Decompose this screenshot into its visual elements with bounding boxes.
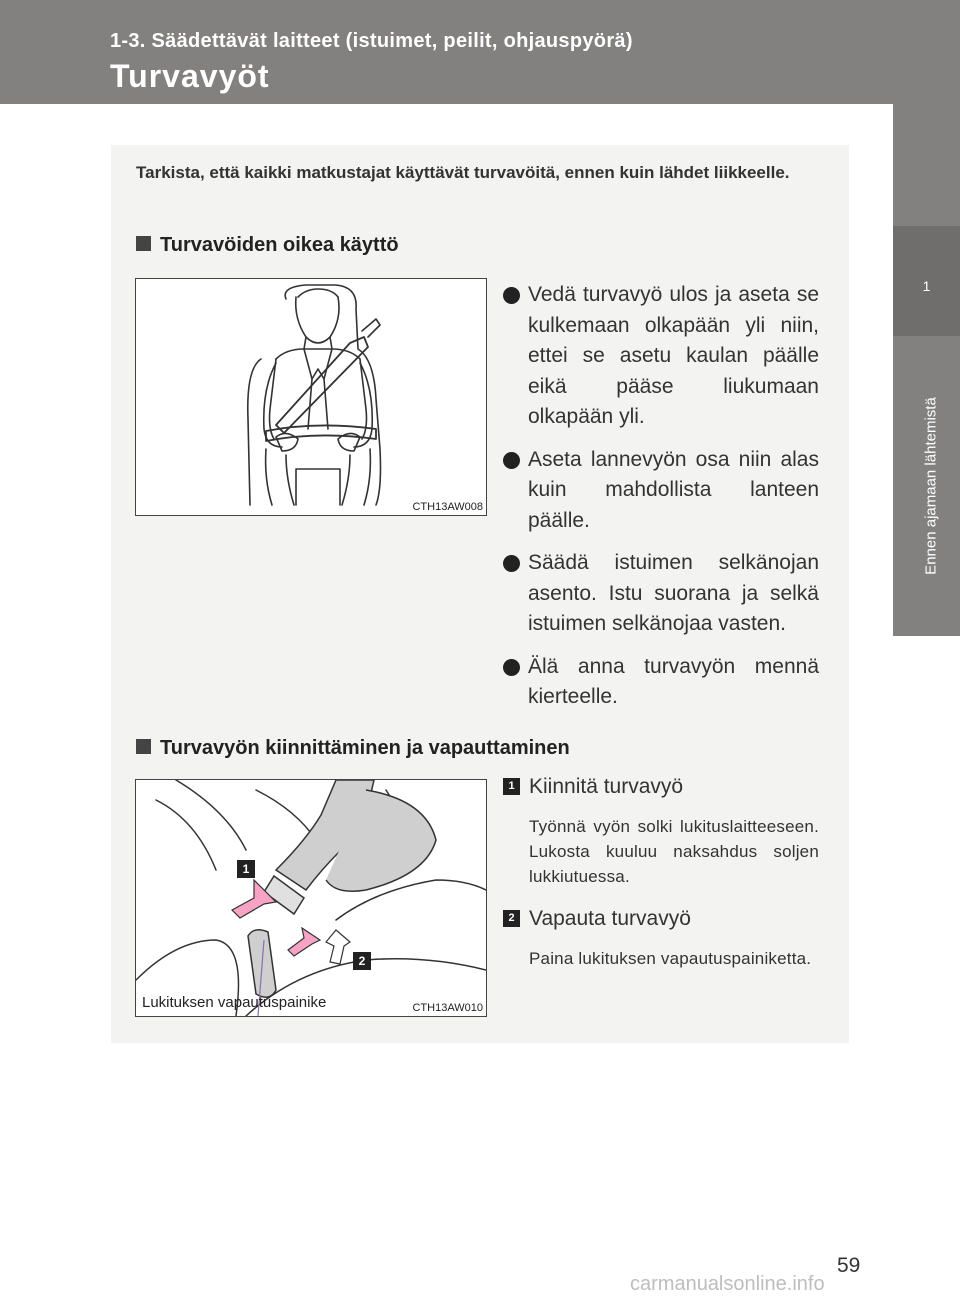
bullet-icon	[503, 555, 520, 572]
page-number: 59	[837, 1254, 861, 1277]
buckle-figure	[135, 779, 487, 1017]
buckle-illustration	[136, 780, 486, 1016]
section-heading-fastening	[136, 737, 570, 760]
side-tab-top	[893, 0, 960, 226]
figure-caption: Lukituksen vapautuspainike	[142, 994, 327, 1011]
list-item	[503, 280, 819, 433]
bullet-text: Aseta lannevyön osa niin alas kuin mahdollista lanteen päälle.	[528, 447, 819, 532]
section-label: 1-3. Säädettävät laitteet (istuimet, peilit, ohjauspyörä)	[110, 30, 633, 52]
bullet-icon	[503, 287, 520, 304]
step-description: Paina lukituksen vapautuspainiketta.	[529, 949, 812, 968]
seated-person-illustration	[136, 279, 486, 515]
callout-2: 2	[353, 952, 371, 970]
list-item	[503, 652, 819, 713]
list-item	[503, 548, 819, 640]
bullet-icon	[503, 659, 520, 676]
step-release	[503, 904, 819, 971]
seatbelt-posture-figure	[135, 278, 487, 516]
correct-use-list	[503, 280, 819, 725]
bullet-text: Vedä turvavyö ulos ja aseta se kulkemaan olkapään yli niin, ettei se asetu kaulan päälle eikä pääse liukumaan olkapään yli.	[528, 283, 819, 428]
heading-text: Turvavyön kiinnittäminen ja vapauttaminen	[160, 737, 570, 759]
watermark: carmanualsonline.info	[630, 1273, 825, 1295]
step-badge: 1	[503, 778, 520, 795]
square-bullet-icon	[136, 739, 151, 754]
step-badge: 2	[503, 910, 520, 927]
heading-text: Turvavöiden oikea käyttö	[160, 234, 399, 256]
list-item	[503, 445, 819, 537]
step-title: Kiinnitä turvavyö	[529, 775, 684, 798]
section-heading-correct-use	[136, 234, 399, 257]
intro-text: Tarkista, että kaikki matkustajat käyttävät turvavöitä, ennen kuin lähdet liikkeelle.	[136, 163, 790, 182]
figure-code: CTH13AW008	[412, 501, 483, 513]
step-description: Työnnä vyön solki lukituslaitteeseen. Lukosta kuuluu naksahdus soljen lukkiutuessa.	[529, 817, 819, 886]
chapter-number: 1	[893, 226, 960, 336]
callout-1: 1	[237, 860, 255, 878]
bullet-text: Säädä istuimen selkänojan asento. Istu suorana ja selkä istuimen selkänojaa vasten.	[528, 551, 819, 635]
chapter-label: Ennen ajamaan lähtemistä	[922, 397, 940, 575]
step-title: Vapauta turvavyö	[529, 907, 691, 930]
step-fasten	[503, 772, 819, 889]
page-title: Turvavyöt	[110, 58, 270, 94]
bullet-icon	[503, 452, 520, 469]
square-bullet-icon	[136, 236, 151, 251]
bullet-text: Älä anna turvavyön mennä kierteelle.	[528, 654, 819, 708]
figure-code: CTH13AW010	[412, 1002, 483, 1014]
